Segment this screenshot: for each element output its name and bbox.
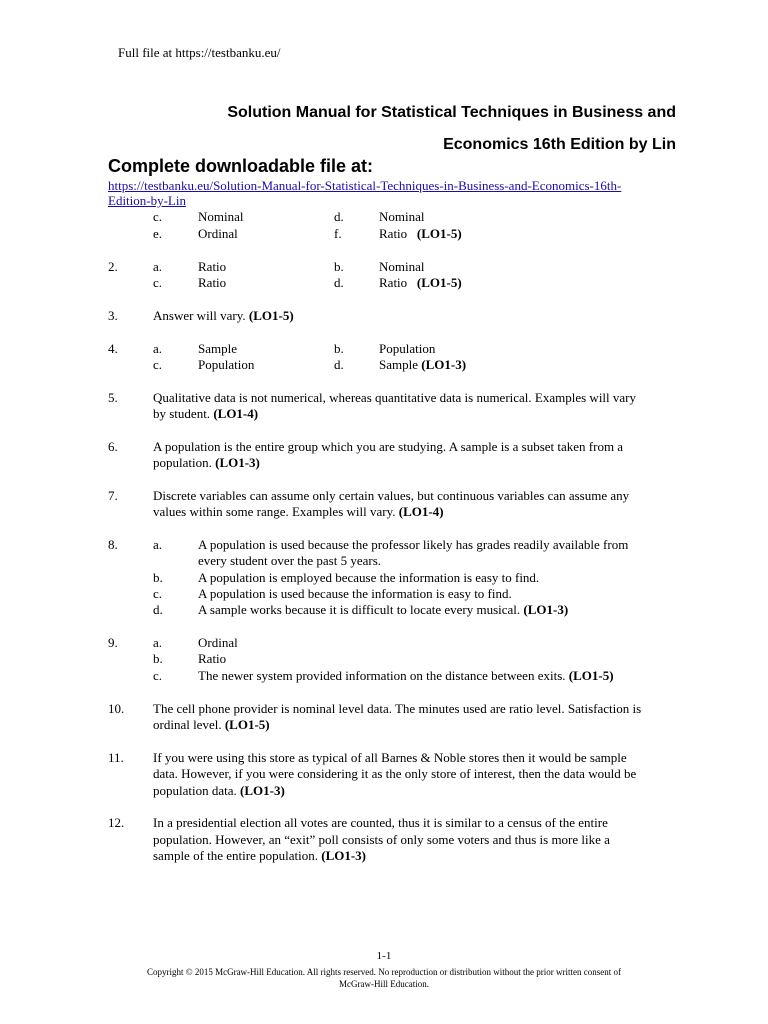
q8-c-letter: c. <box>153 586 163 601</box>
q2-c-answer: Ratio <box>198 275 227 290</box>
q9-b-answer: Ratio <box>198 651 227 666</box>
q8-b-letter: b. <box>153 570 163 585</box>
q2-d-letter: d. <box>334 275 344 290</box>
q4-c-answer: Population <box>198 357 255 372</box>
copyright-line2: McGraw-Hill Education. <box>339 979 429 989</box>
complete-download-heading: Complete downloadable file at: <box>108 156 374 176</box>
learning-objective-tag: (LO1-4) <box>213 406 259 421</box>
q2-d-answer: Ratio (LO1-5) <box>379 275 462 290</box>
q1-f-letter: f. <box>334 226 342 241</box>
q4-a-letter: a. <box>153 341 163 356</box>
q6-answer-line1: A population is the entire group which you are studying. A sample is a subset taken from a <box>153 439 624 454</box>
q12-number: 12. <box>108 815 125 830</box>
q2-a-answer: Ratio <box>198 259 227 274</box>
q8-number: 8. <box>108 537 118 552</box>
q12-answer-line2: population. However, an “exit” poll consists of only some voters and thus is more like a <box>153 832 610 847</box>
q5-answer-line2: by student. (LO1-4) <box>153 406 259 421</box>
q6-number: 6. <box>108 439 118 454</box>
document-title-line2: Economics 16th Edition by Lin <box>443 136 676 153</box>
q1-f-answer: Ratio (LO1-5) <box>379 226 462 241</box>
q9-b-letter: b. <box>153 651 163 666</box>
q1-c-answer: Nominal <box>198 209 244 224</box>
q2-b-letter: b. <box>334 259 344 274</box>
q8-a-answer-line2: every student over the past 5 years. <box>198 553 382 568</box>
learning-objective-tag: (LO1-3) <box>215 455 260 470</box>
q8-b-answer: A population is employed because the information is easy to find. <box>198 570 540 585</box>
q12-answer-line1: In a presidential election all votes are counted, thus it is similar to a census of the entire <box>153 815 608 830</box>
q5-number: 5. <box>108 390 118 405</box>
q1-c-letter: c. <box>153 209 163 224</box>
learning-objective-tag: (LO1-5) <box>568 668 614 683</box>
q4-d-answer: Sample (LO1-3) <box>379 357 467 372</box>
q1-d-letter: d. <box>334 209 344 224</box>
q12-answer-line3: sample of the entire population. (LO1-3) <box>153 848 367 863</box>
download-link-line1[interactable]: https://testbanku.eu/Solution-Manual-for-Statistical-Techniques-in-Business-and-Economics-16th- <box>108 178 622 193</box>
learning-objective-tag: (LO1-5) <box>248 308 294 323</box>
q3-answer: Answer will vary. (LO1-5) <box>153 308 294 323</box>
q8-c-answer: A population is used because the information is easy to find. <box>198 586 512 601</box>
q8-d-letter: d. <box>153 602 163 617</box>
q7-answer-line1: Discrete variables can assume only certain values, but continuous variables can assume any <box>153 488 630 503</box>
q8-d-answer: A sample works because it is difficult to locate every musical. (LO1-3) <box>198 602 569 617</box>
q1-e-letter: e. <box>153 226 163 241</box>
q4-a-answer: Sample <box>198 341 237 356</box>
q2-number: 2. <box>108 259 118 274</box>
q11-answer-line2: data. However, if you were considering it as the only store of interest, then the data would be <box>153 766 637 781</box>
q1-d-answer: Nominal <box>379 209 425 224</box>
q4-b-letter: b. <box>334 341 344 356</box>
q7-answer-line2: values within some range. Examples will vary. (LO1-4) <box>153 504 444 519</box>
q10-answer-line1: The cell phone provider is nominal level data. The minutes used are ratio level. Satisfaction is <box>153 701 642 716</box>
q9-number: 9. <box>108 635 118 650</box>
q11-number: 11. <box>108 750 124 765</box>
learning-objective-tag: (LO1-3) <box>321 848 367 863</box>
q11-answer-line1: If you were using this store as typical of all Barnes & Noble stores then it would be sample <box>153 750 627 765</box>
q10-number: 10. <box>108 701 125 716</box>
learning-objective-tag: (LO1-3) <box>240 783 285 798</box>
document-title-line1: Solution Manual for Statistical Techniques in Business and <box>227 104 676 121</box>
q11-answer-line3: population data. (LO1-3) <box>153 783 285 798</box>
learning-objective-tag: (LO1-4) <box>398 504 444 519</box>
learning-objective-tag: (LO1-5) <box>224 717 270 732</box>
learning-objective-tag: (LO1-5) <box>416 226 462 241</box>
q9-a-answer: Ordinal <box>198 635 238 650</box>
q2-b-answer: Nominal <box>379 259 425 274</box>
q9-c-letter: c. <box>153 668 163 683</box>
q4-c-letter: c. <box>153 357 163 372</box>
learning-objective-tag: (LO1-3) <box>421 357 467 372</box>
q9-c-answer: The newer system provided information on the distance between exits. (LO1-5) <box>198 668 614 683</box>
q6-answer-line2: population. (LO1-3) <box>153 455 260 470</box>
copyright-line1: Copyright © 2015 McGraw-Hill Education. All rights reserved. No reproduction or distribution without the prior written consent of <box>146 967 621 977</box>
page-number: 1-1 <box>376 950 392 962</box>
q5-answer-line1: Qualitative data is not numerical, whereas quantitative data is numerical. Examples will vary <box>153 390 637 405</box>
q2-a-letter: a. <box>153 259 163 274</box>
q8-a-letter: a. <box>153 537 163 552</box>
q1-e-answer: Ordinal <box>198 226 238 241</box>
q7-number: 7. <box>108 488 118 503</box>
learning-objective-tag: (LO1-5) <box>416 275 462 290</box>
q4-d-letter: d. <box>334 357 344 372</box>
source-note: Full file at https://testbanku.eu/ <box>118 45 281 60</box>
q8-a-answer-line1: A population is used because the professor likely has grades readily available from <box>198 537 629 552</box>
learning-objective-tag: (LO1-3) <box>523 602 569 617</box>
q4-b-answer: Population <box>379 341 436 356</box>
q9-a-letter: a. <box>153 635 163 650</box>
q3-number: 3. <box>108 308 118 323</box>
q4-number: 4. <box>108 341 118 356</box>
download-link-line2[interactable]: Edition-by-Lin <box>108 193 186 208</box>
q10-answer-line2: ordinal level. (LO1-5) <box>153 717 270 732</box>
q2-c-letter: c. <box>153 275 163 290</box>
